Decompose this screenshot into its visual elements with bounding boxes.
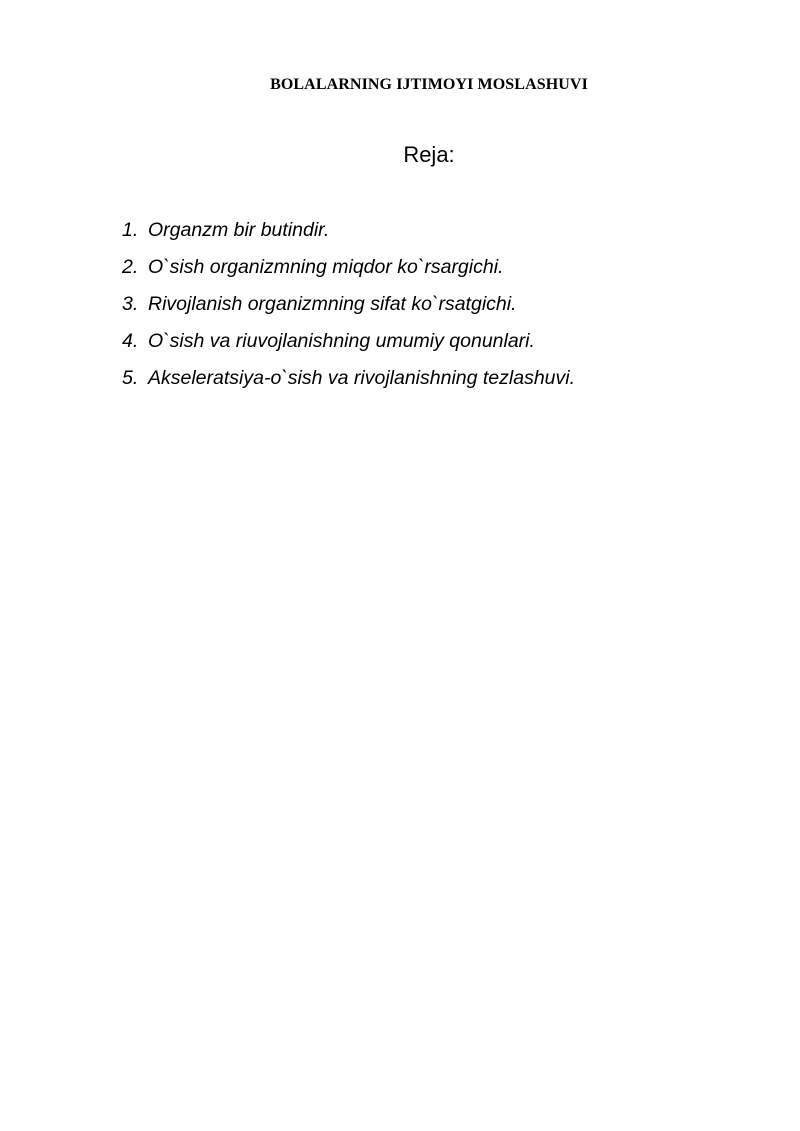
plan-item-1 (122, 212, 575, 249)
plan-item-number: 2. (122, 256, 139, 278)
plan-item-text: Organzm bir butindir. (148, 219, 330, 241)
plan-item-4 (122, 323, 575, 360)
plan-item-text: O`sish organizmning miqdor ko`rsargichi. (148, 256, 504, 278)
plan-item-3 (122, 286, 575, 323)
plan-item-text: Rivojlanish organizmning sifat ko`rsatgichi. (148, 293, 517, 315)
plan-list (122, 212, 575, 397)
plan-heading: Reja: (403, 142, 455, 167)
document-title: BOLALARNING IJTIMOYI MOSLASHUVI (270, 76, 588, 93)
plan-item-number: 3. (122, 293, 139, 315)
plan-item-text: Akseleratsiya-o`sish va rivojlanishning tezlashuvi. (148, 367, 576, 389)
plan-item-number: 5. (122, 367, 139, 389)
plan-item-2 (122, 249, 575, 286)
plan-item-text: O`sish va riuvojlanishning umumiy qonunlari. (148, 330, 535, 352)
plan-item-number: 4. (122, 330, 139, 352)
plan-item-5 (122, 360, 575, 397)
plan-item-number: 1. (122, 219, 139, 241)
